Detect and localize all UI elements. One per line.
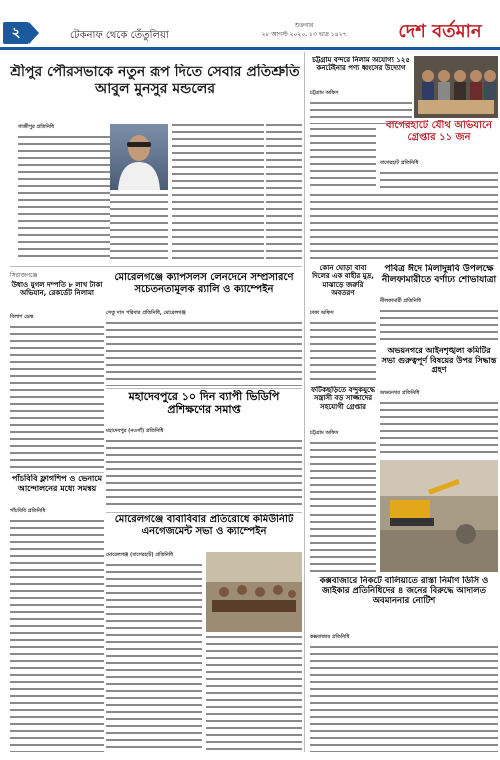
group-photo-illustration [414, 56, 498, 118]
section-title: টেকনাফ থেকে তেঁতুলিয়া [70, 30, 169, 41]
traffic-headline: কোন ঘোড়া বাবা দিলের এক বাহীর মুদ্র, মাঝাড়ে জরুরি অবতরণ [312, 264, 374, 298]
morelganj2-text-cont [206, 634, 302, 750]
dateline-date: ২৮ আগস্ট ২০২০, ১৩ ভাদ্র ১৪২৭ [261, 31, 347, 38]
divider-1 [10, 266, 302, 267]
lead-portrait-photo [110, 124, 168, 190]
lead-col1 [18, 122, 110, 262]
sirajganj-headline: উধাও যুগল দম্পতি ৮ লাখ টাকা অভিযান, রেকর্ডেট নিলামা [11, 281, 103, 298]
page-header [0, 0, 500, 52]
traffic-text [310, 308, 376, 382]
masthead-logo: দেশ বর্তমান [398, 21, 482, 42]
coxsbazar-headline: কক্সবাজারে নিকটে বালিয়াতে রাস্তা নির্মাণ ডিসি ও জাইকার প্রতিনিধিদের ৪ জনের বিরুদ্ধে আদালত অবমাননার নোটিশ [319, 576, 489, 607]
lead-col2 [110, 192, 168, 262]
portrait-illustration [110, 124, 168, 190]
mahadebpur-byline: মহাদেবপুর (নওগাঁ) প্রতিনিধি [106, 428, 164, 434]
traffic-story [310, 264, 376, 306]
coxsbazar-byline: কক্সবাজার প্রতিনিধি [310, 634, 350, 640]
law-order-headline: অভয়নগরে আইনশৃঙ্খলা কমিটির সভা গুরুত্বপূর্ণ বিষয়ের উপর সিদ্ধান্ত গ্রহণ [381, 346, 497, 375]
coxsbazar-text [310, 632, 498, 752]
morelganj2-text [106, 550, 202, 750]
ctg-text-cont [310, 126, 376, 190]
fatikchhari-headline: ফটিকছড়িতে বন্দুকযুদ্ধে সন্ত্রাসী বড় সাজ্জাদের সহযোগী গ্রেপ্তার [311, 386, 375, 411]
divider-3 [10, 472, 104, 473]
mahadebpur-headline: মহাদেবপুরে ১০ দিন ব্যাপী ভিডিপি প্রশিক্ষণের সমাপ্ত [128, 390, 280, 417]
panchbibi-story [10, 474, 104, 504]
morelganj-headline: মোরেলগঞ্জে ক্যাপসলস লেনদেনে সম্প্রসারণে সচেতনতামূলক র‌্যালি ও ক্যাম্পেইন [114, 272, 294, 295]
mahadebpur-text [106, 426, 302, 510]
divider-4 [106, 512, 302, 513]
ctg-headline: চট্টগ্রাম বন্দরে নিলাম অযোগ্য ১২৫ কনটেইনার পণ্য ধ্বংসের উদ্যোগ [312, 56, 410, 73]
morelganj2-byline: মোরেলগঞ্জ (বাগেরহাট) প্রতিনিধি [106, 552, 173, 558]
ctg-byline: চট্টগ্রাম অফিস [310, 90, 339, 96]
law-order-text [380, 388, 498, 458]
fatikchhari-story [310, 386, 376, 428]
eid-text [380, 296, 498, 344]
page-number-tab [29, 22, 39, 44]
lead-col4 [266, 122, 302, 262]
bagerhat-story [380, 120, 498, 156]
fatikchhari-byline: চট্টগ্রাম অফিস [310, 430, 339, 436]
bagerhat-byline: বাগেরহাট প্রতিনিধি [380, 160, 419, 166]
lead-headline: শ্রীপুর পৌরসভাকে নতুন রূপ দিতে সেবার প্রতিশ্রুতি আবুল মুনসুর মন্ডলের [10, 64, 300, 97]
eid-story [380, 264, 498, 294]
sirajganj-text [10, 312, 104, 470]
coxsbazar-story [310, 576, 498, 630]
ctg-text [310, 88, 412, 124]
column-divider [304, 52, 305, 752]
fatikchhari-text [310, 428, 376, 510]
bagerhat-headline: বাগেরহাটে যৌথ অভিযানে গ্রেপ্তার ১১ জন [386, 120, 492, 143]
dateline-day: শুক্রবার [294, 22, 314, 29]
dateline [224, 21, 384, 39]
construction-photo [380, 460, 498, 572]
excavator-illustration [380, 460, 498, 572]
eid-byline: নীলফামারী প্রতিনিধি [380, 298, 421, 304]
panchbibi-text [10, 506, 104, 752]
sirajganj-kicker: সিরাজগঞ্জে [10, 272, 38, 279]
panchbibi-headline: পাঁচবিবি ফ্লাগশিপ ও ভেনামে আন্দোলনের মধ্যে সমন্বয় [11, 474, 103, 493]
morelganj2-story [106, 514, 302, 548]
lead-text-1 [18, 134, 110, 262]
panchbibi-byline: পাঁচবিবি প্রতিনিধি [10, 508, 46, 514]
bagerhat-text-cont [310, 192, 498, 262]
law-order-story [380, 346, 498, 386]
meeting-illustration [206, 552, 302, 632]
morelganj2-headline: মোরেলগঞ্জে বাবাবিবার প্রতিরোধে কমিউনিটি এনগেজমেন্ট সভা ও ক্যাম্পেইন [114, 514, 294, 537]
law-order-byline: অভয়নগর প্রতিনিধি [380, 390, 420, 396]
fatik-text-cont [310, 512, 376, 574]
header-rule [0, 47, 500, 50]
sirajganj-story [10, 270, 104, 312]
ctg-story [310, 56, 412, 88]
page-number: ২ [3, 22, 29, 44]
divider-2 [106, 388, 302, 389]
arrest-group-photo [414, 56, 498, 118]
mahadebpur-story [106, 390, 302, 426]
lead-story [10, 64, 300, 116]
morelganj-byline: সেতু দাস পরিবার প্রতিনিধি, মোরেলগঞ্জ [106, 310, 186, 316]
lead-byline: গাজীপুর প্রতিনিধি [18, 124, 55, 130]
morelganj-text [106, 308, 302, 386]
eid-headline: পবিত্র ঈদে মিলাদুন্নবি উপলক্ষে নীলফামারীতে বর্ণাঢ্য শোভাযাত্রা [381, 264, 497, 285]
meeting-photo [206, 552, 302, 632]
traffic-byline: ঢাকা অফিস [310, 310, 334, 316]
lead-col3 [172, 122, 264, 262]
sirajganj-byline: বিলাশ ডেস্ক [10, 314, 34, 320]
morelganj-story [106, 272, 302, 308]
